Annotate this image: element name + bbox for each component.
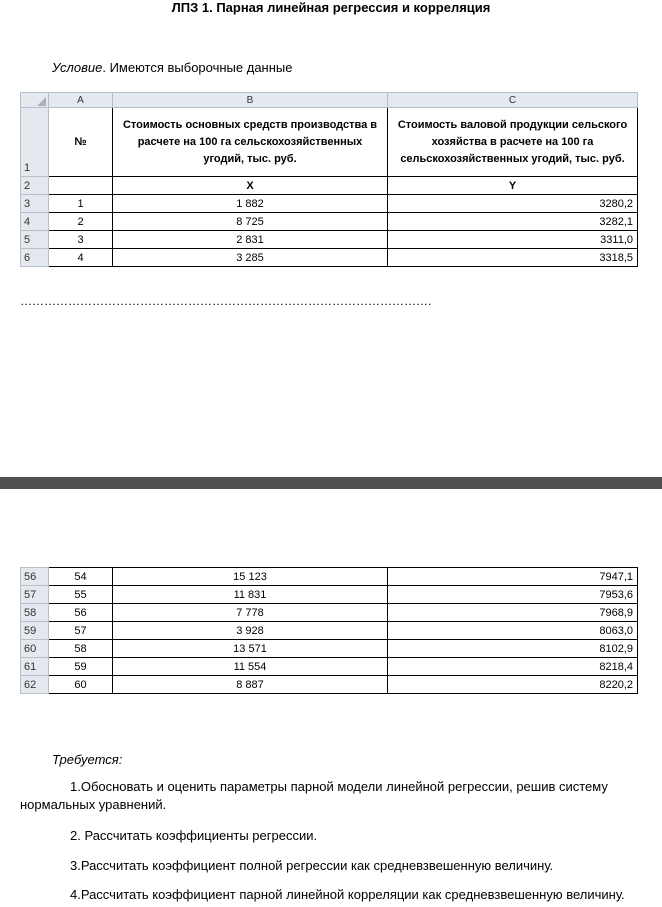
y-value-cell[interactable]: 3318,5 xyxy=(388,249,638,267)
condition-label: Условие xyxy=(52,60,103,75)
table-row xyxy=(21,604,638,622)
number-cell[interactable]: 1 xyxy=(49,195,113,213)
y-value-cell[interactable]: 7968,9 xyxy=(388,604,638,622)
row-header[interactable]: 62 xyxy=(21,676,49,694)
table-row xyxy=(21,640,638,658)
y-label-cell[interactable]: Y xyxy=(388,177,638,195)
table-row xyxy=(21,622,638,640)
table-row xyxy=(21,676,638,694)
condition-text xyxy=(52,60,293,76)
y-value-cell[interactable]: 3280,2 xyxy=(388,195,638,213)
x-value-cell[interactable]: 13 571 xyxy=(113,640,388,658)
row-header[interactable]: 60 xyxy=(21,640,49,658)
table-row xyxy=(21,568,638,586)
number-cell[interactable]: 60 xyxy=(49,676,113,694)
x-value-cell[interactable]: 11 831 xyxy=(113,586,388,604)
number-cell[interactable]: 55 xyxy=(49,586,113,604)
table-row xyxy=(21,231,638,249)
number-cell[interactable]: 59 xyxy=(49,658,113,676)
x-value-cell[interactable]: 1 882 xyxy=(113,195,388,213)
column-header-a[interactable]: A xyxy=(49,93,113,108)
x-value-cell[interactable]: 8 725 xyxy=(113,213,388,231)
y-value-cell[interactable]: 8220,2 xyxy=(388,676,638,694)
row-header[interactable]: 59 xyxy=(21,622,49,640)
page-break-bar xyxy=(0,477,662,489)
row-header[interactable]: 6 xyxy=(21,249,49,267)
spreadsheet-bottom xyxy=(20,567,638,694)
number-cell[interactable]: 54 xyxy=(49,568,113,586)
row-header[interactable]: 3 xyxy=(21,195,49,213)
select-all-corner[interactable] xyxy=(21,93,49,108)
header-fixed-assets[interactable]: Стоимость основных средств производства в расчете на 100 га сельскохозяйственных угодий, тыс. руб. xyxy=(113,108,388,177)
empty-cell[interactable] xyxy=(49,177,113,195)
condition-body: . Имеются выборочные данные xyxy=(102,60,293,75)
number-cell[interactable]: 56 xyxy=(49,604,113,622)
row-header[interactable]: 1 xyxy=(21,108,49,177)
row-header[interactable]: 57 xyxy=(21,586,49,604)
task-2: 2. Рассчитать коэффициенты регрессии. xyxy=(70,828,318,843)
x-value-cell[interactable]: 3 928 xyxy=(113,622,388,640)
row-header[interactable]: 4 xyxy=(21,213,49,231)
row-header[interactable]: 2 xyxy=(21,177,49,195)
row-header[interactable]: 5 xyxy=(21,231,49,249)
task-4: 4.Рассчитать коэффициент парной линейной корреляции как средневзвешенную величину. xyxy=(70,887,625,902)
spreadsheet-top xyxy=(20,92,638,267)
table-row xyxy=(21,658,638,676)
number-cell[interactable]: 4 xyxy=(49,249,113,267)
x-value-cell[interactable]: 7 778 xyxy=(113,604,388,622)
row-header[interactable]: 56 xyxy=(21,568,49,586)
x-value-cell[interactable]: 2 831 xyxy=(113,231,388,249)
x-value-cell[interactable]: 11 554 xyxy=(113,658,388,676)
x-label-cell[interactable]: X xyxy=(113,177,388,195)
requirements-label: Требуется: xyxy=(52,752,123,767)
number-cell[interactable]: 3 xyxy=(49,231,113,249)
y-value-cell[interactable]: 3282,1 xyxy=(388,213,638,231)
table-row xyxy=(21,213,638,231)
header-number[interactable]: № xyxy=(49,108,113,177)
xy-label-row xyxy=(21,177,638,195)
number-cell[interactable]: 58 xyxy=(49,640,113,658)
table-row xyxy=(21,195,638,213)
task-3: 3.Рассчитать коэффициент полной регрессии как средневзвешенную величину. xyxy=(70,858,554,873)
x-value-cell[interactable]: 3 285 xyxy=(113,249,388,267)
row-header[interactable]: 61 xyxy=(21,658,49,676)
y-value-cell[interactable]: 3311,0 xyxy=(388,231,638,249)
ellipsis-separator: …………………………………………………………………………………………. xyxy=(20,294,432,308)
number-cell[interactable]: 57 xyxy=(49,622,113,640)
y-value-cell[interactable]: 7953,6 xyxy=(388,586,638,604)
number-cell[interactable]: 2 xyxy=(49,213,113,231)
row-header[interactable]: 58 xyxy=(21,604,49,622)
y-value-cell[interactable]: 7947,1 xyxy=(388,568,638,586)
column-header-row xyxy=(21,93,638,108)
task-1-line-1: 1.Обосновать и оценить параметры парной модели линейной регрессии, решив систему xyxy=(70,779,608,794)
y-value-cell[interactable]: 8102,9 xyxy=(388,640,638,658)
y-value-cell[interactable]: 8063,0 xyxy=(388,622,638,640)
task-1-line-2: нормальных уравнений. xyxy=(20,797,167,812)
select-all-icon xyxy=(37,97,46,106)
x-value-cell[interactable]: 8 887 xyxy=(113,676,388,694)
table-header-row xyxy=(21,108,638,177)
page-title: ЛПЗ 1. Парная линейная регрессия и корреляция xyxy=(171,0,491,15)
table-row xyxy=(21,586,638,604)
y-value-cell[interactable]: 8218,4 xyxy=(388,658,638,676)
column-header-c[interactable]: C xyxy=(388,93,638,108)
table-row xyxy=(21,249,638,267)
column-header-b[interactable]: B xyxy=(113,93,388,108)
header-gross-output[interactable]: Стоимость валовой продукции сельского хозяйства в расчете на 100 га сельскохозяйственных угодий, тыс. руб. xyxy=(388,108,638,177)
x-value-cell[interactable]: 15 123 xyxy=(113,568,388,586)
